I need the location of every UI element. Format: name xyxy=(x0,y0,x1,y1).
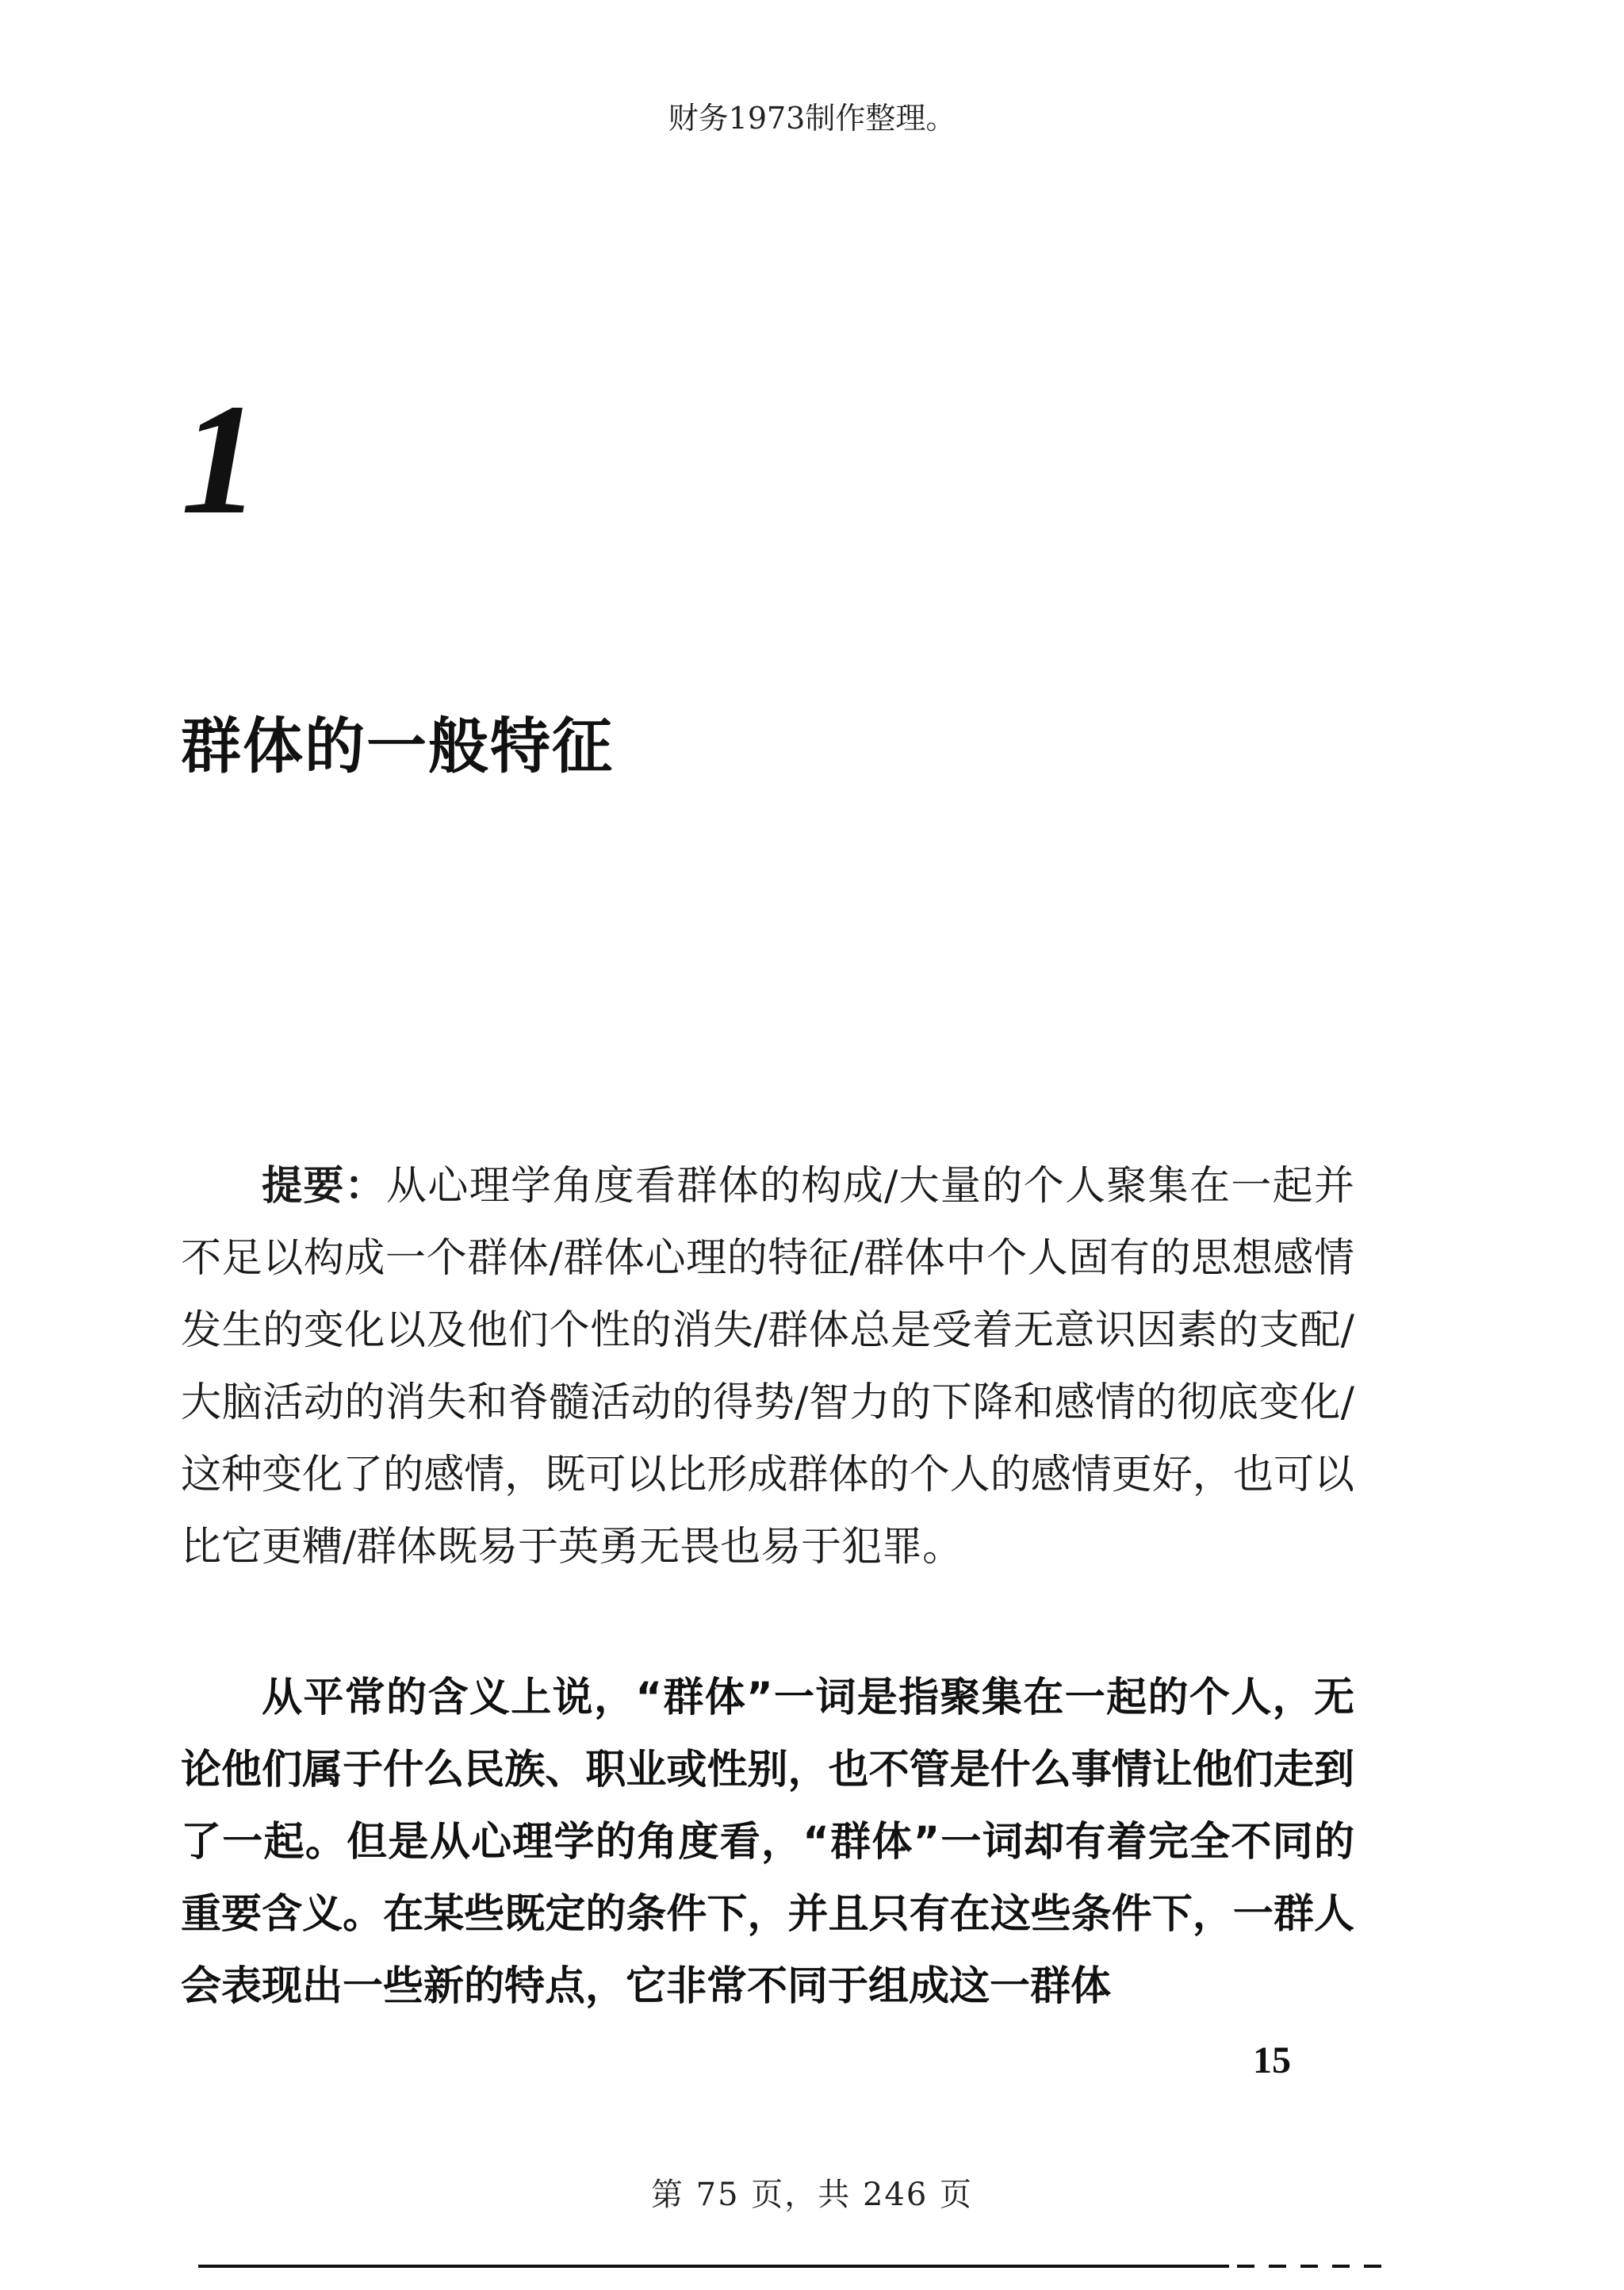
page-footer: 第 75 页，共 246 页 xyxy=(650,2177,974,2213)
scan-divider-dashes xyxy=(1237,2265,1396,2268)
chapter-number: 1 xyxy=(181,372,260,547)
scan-divider-line xyxy=(198,2265,1229,2268)
summary-label: 提要： xyxy=(262,1163,387,1210)
chapter-summary xyxy=(181,1150,1354,1583)
summary-text: 从心理学角度看群体的构成/大量的个人聚集在一起并不足以构成一个群体/群体心理的特征/群体中个人固有的思想感情发生的变化以及他们个性的消失/群体总是受着无意识因素的支配/大脑活动的消失和脊髓活动的得势/智力的下降和感情的彻底变化/这种变化了的感情，既可以比形成群体的个人的感情更好，也可以比它更糟/群体既易于英勇无畏也易于犯罪。 xyxy=(181,1163,1354,1571)
chapter-title: 群体的一般特征 xyxy=(181,711,614,781)
book-page-number: 15 xyxy=(1253,2039,1291,2081)
header-note: 财务1973制作整理。 xyxy=(668,101,956,136)
body-paragraph: 从平常的含义上说，“群体”一词是指聚集在一起的个人，无论他们属于什么民族、职业或性别，也不管是什么事情让他们走到了一起。但是从心理学的角度看，“群体”一词却有着完全不同的重要含义。在某些既定的条件下，并且只有在这些条件下，一群人会表现出一些新的特点，它非常不同于组成这一群体 xyxy=(181,1674,1354,2010)
